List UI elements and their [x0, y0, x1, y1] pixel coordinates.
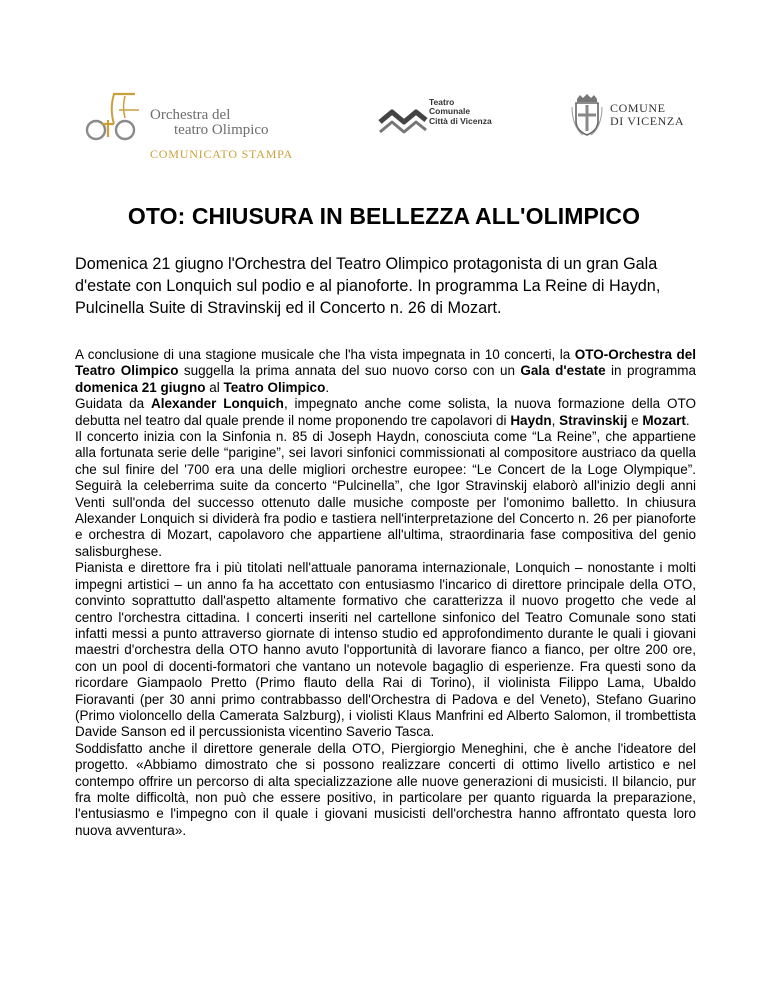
comune-line1: COMUNE: [610, 101, 666, 115]
lead-paragraph: Domenica 21 giugno l'Orchestra del Teatro Olimpico protagonista di un gran Gala d'estate con Lonquich sul podio e al pianoforte. In programma La Reine di Haydn, Pulcinella Suite di Stravinskij ed il Concerto n. 26 di Mozart.: [75, 255, 661, 317]
teatro-comunale-logo-icon: [378, 100, 428, 140]
paragraph-4: Pianista e direttore fra i più titolati nell'attuale panorama internazionale, Lonquich – nonostante i molti impegni artistici – un anno fa ha accettato con entusiasmo l'incarico di direttore principale della OTO, convinto soprattutto dall'aspetto altamente formativo che caratterizza il nuovo progetto che vede al centro l'orchestra cittadina. I concerti inseriti nel cartellone sinfonico del Teatro Comunale sono stati infatti messi a punto attraverso giornate di intenso studio ed approfondimento durante le quali i giovani maestri d'orchestra della OTO hanno avuto l'opportunità di lavorare fianco a fianco, per oltre 200 ore, con un pool di docenti-formatori che vantano un notevole bagaglio di esperienze. Fra questi sono da ricordare Giampaolo Pretto (Primo flauto della Rai di Torino), il violinista Filippo Lama, Ubaldo Fioravanti (per 30 anni primo contrabbasso dell'Orchestra di Padova e del Veneto), Stefano Guarino (Primo violoncello della Camerata Salzburg), i violisti Klaus Manfrini ed Alberto Salomon, il trombettista Davide Sanson ed il percussionista vicentino Saverio Tasca.: [75, 560, 696, 740]
p1-bold-venue: Teatro Olimpico: [223, 379, 326, 395]
paragraph-1: [75, 347, 696, 396]
teatro-line2: Comunale: [429, 106, 471, 117]
p1-text-5: .: [325, 379, 330, 395]
paragraph-2: [75, 396, 696, 429]
teatro-line1: Teatro: [429, 97, 455, 107]
p2-text-2: , impegnato anche come solista, la nuova formazione della OTO debutta nel teatro dal quale prende il nome proponendo tre capolavori di: [75, 396, 696, 428]
comune-line2: DI VICENZA: [610, 114, 685, 128]
p2-text-5: .: [685, 412, 690, 428]
paragraph-3: Il concerto inizia con la Sinfonia n. 85 di Joseph Haydn, conosciuta come “La Reine”, che appartiene alla fortunata serie delle “parigine”, sei lavori sinfonici commissionati al compositore austriaco da quella che sul finire del '700 era una delle migliori orchestre europee: “Le Concert de la Loge Olympique”. Seguirà la celeberrima suite da concerto “Pulcinella”, che Igor Stravinskij elaborò all'inizio degli anni Venti sull'onda del successo ottenuto dalle musiche composte per l'omonimo balletto. In chiusura Alexander Lonquich si dividerà fra podio e tastiera nell'interpretazione del Concerto n. 26 per pianoforte e orchestra di Mozart, capolavoro che appartiene all'ultima, straordinaria fase compositiva del genio salisburghese.: [75, 429, 696, 559]
p1-text-1: A conclusione di una stagione musicale che l'ha vista impegnata in 10 concerti, la: [75, 347, 575, 362]
p2-text-3: ,: [551, 412, 560, 428]
article-body: [75, 347, 696, 839]
oto-logo-icon: [81, 90, 145, 142]
p1-bold-oto: OTO-Orchestra del Teatro Olimpico: [75, 347, 696, 379]
comune-name: [610, 102, 684, 128]
p2-bold-stravinskij: Stravinskij: [559, 412, 628, 428]
p1-bold-gala: Gala d'estate: [520, 363, 606, 379]
page-title: OTO: CHIUSURA IN BELLEZZA ALL'OLIMPICO: [127, 203, 641, 229]
p2-text-1: Guidata da: [75, 396, 152, 412]
teatro-comunale-name: [429, 98, 492, 126]
header-logos: [0, 88, 768, 168]
p1-bold-date: domenica 21 giugno: [75, 379, 206, 395]
p1-text-3: in programma: [605, 363, 697, 379]
comune-crest-icon: [571, 93, 603, 137]
p2-bold-conductor: Alexander Lonquich: [151, 396, 284, 412]
paragraph-5: Soddisfatto anche il direttore generale della OTO, Piergiorgio Meneghini, che è anche l'ideatore del progetto. «Abbiamo dimostrato che si possono realizzare concerti di ottimo livello artistico e nel contempo offrire un percorso di alta specializzazione alle nuove generazioni di musicisti. Il bilancio, pur fra molte difficoltà, non può che essere positivo, in particolare per quanto riguarda la preparazione, l'entusiasmo e l'impegno con il quale i giovani musicisti dell'orchestra hanno affrontato questa loro nuova avventura».: [75, 740, 696, 838]
oto-name-line1: Orchestra del: [150, 107, 231, 123]
p2-bold-mozart: Mozart: [642, 412, 686, 428]
p2-bold-haydn: Haydn: [510, 412, 552, 428]
p1-text-2: suggella la prima annata del suo nuovo corso con un: [178, 363, 521, 379]
oto-name: [150, 108, 269, 138]
teatro-line3: Città di Vicenza: [429, 115, 492, 126]
press-release-label: COMUNICATO STAMPA: [150, 147, 294, 161]
p2-text-4: e: [627, 412, 643, 428]
p1-text-4: al: [205, 379, 224, 395]
oto-name-line2: teatro Olimpico: [174, 122, 269, 138]
